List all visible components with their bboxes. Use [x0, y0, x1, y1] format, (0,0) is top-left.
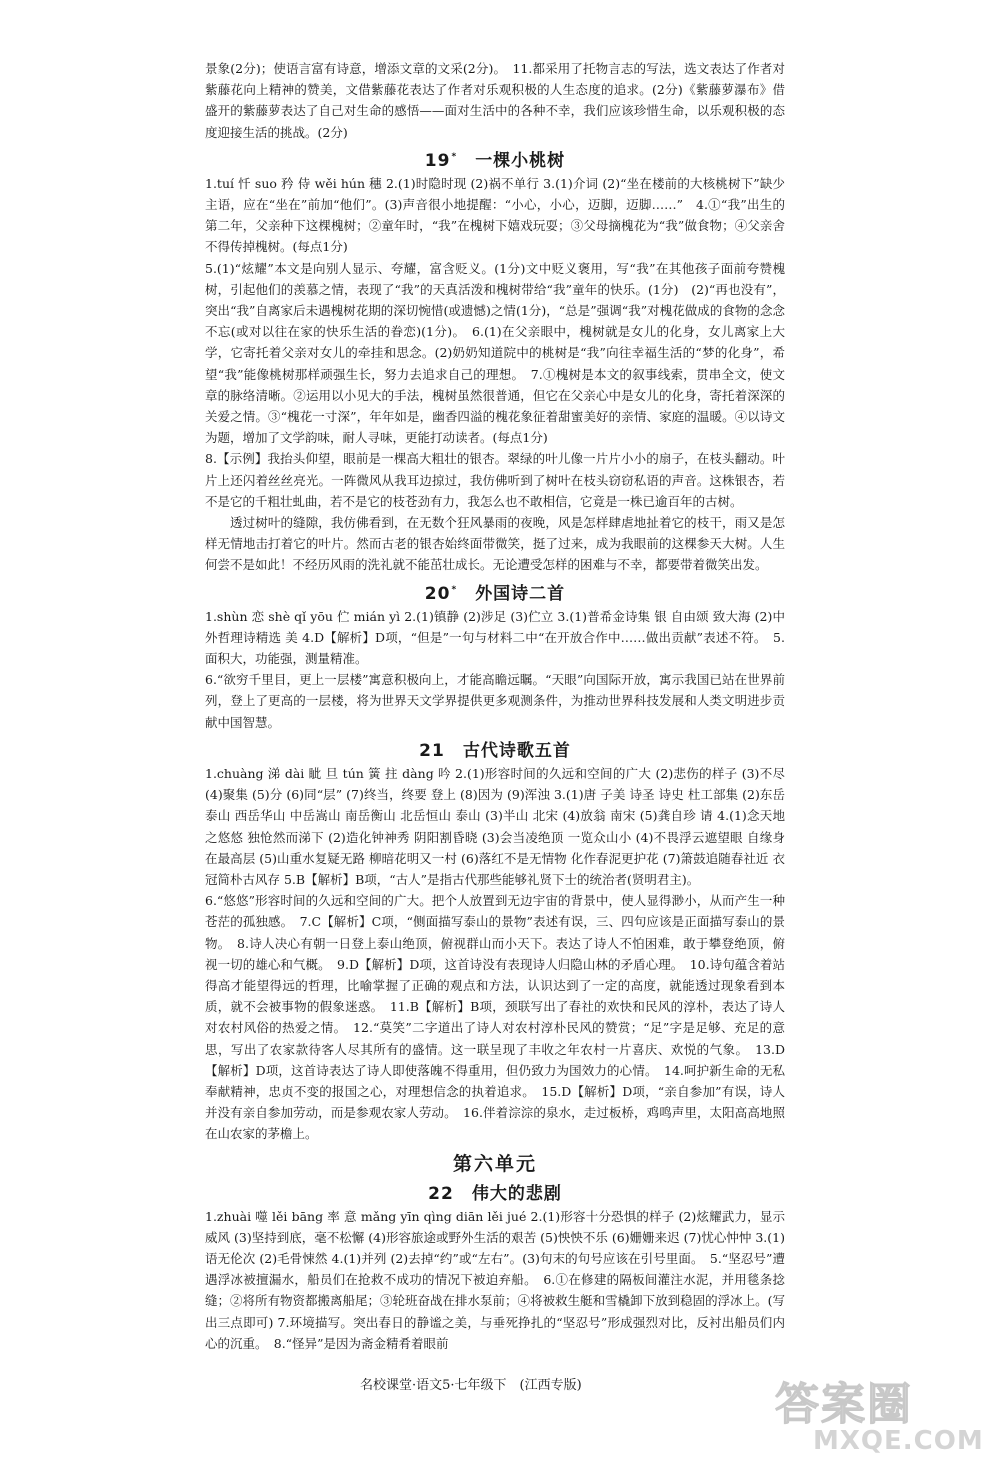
section-number: 22 [428, 1183, 454, 1204]
answer-paragraph: 6.“欲穷千里目，更上一层楼”寓意积极向上，才能高瞻远瞩。“天眼”向国际开放，寓示我国已站在世界前列，登上了更高的一层楼，将为世界天文学界提供更多观测条件，为推动世界科技发展和人类文明进步贡献中国智慧。 [205, 672, 785, 730]
section-title-20 [205, 579, 785, 604]
unit-title: 第六单元 [452, 1152, 537, 1175]
answer-paragraph: 6.“悠悠”形容时间的久远和空间的广大。把个人放置到无边宇宙的背景中，使人显得渺小，从而产生一种苍茫的孤独感。 7.C【解析】C项，“侧面描写泰山的景物”表述有误，三、四句应该是正面描写泰山的景物。 8.诗人决心有朝一日登上泰山绝顶，俯视群山而小天下。表达了诗人不怕困难，敢于攀登绝顶，俯视一切的雄心和气概。 9.D【解析】D项，这首诗没有表现诗人归隐山林的矛盾心理。 10.诗句蕴含着站得高才能望得远的哲理，比喻掌握了正确的观点和方法，认识达到了一定的高度，就能透过现象看到本质，就不会被事物的假象迷惑。 11.B【解析】B项，颈联写出了春社的欢快和民风的淳朴，表达了诗人对农村风俗的热爱之情。 12.“莫笑”二字道出了诗人对农村淳朴民风的赞赏；“足”字是足够、充足的意思，写出了农家款待客人尽其所有的盛情。这一联呈现了丰收之年农村一片喜庆、欢悦的气象。 13.D【解析】D项，这首诗表达了诗人即使落魄不得重用，但仍致力为国效力的心情。 14.呵护新生命的无私奉献精神，忠贞不变的报国之心，对理想信念的执着追求。 15.D【解析】D项，“亲自参加”有误，诗人并没有亲自参加劳动，而是参观农家人劳动。 16.伴着淙淙的泉水，走过板桥，鸡鸣声里，太阳高高地照在山农家的茅檐上。 [205, 893, 785, 1142]
section-name: 外国诗二首 [475, 583, 566, 604]
section-title-22 [205, 1179, 785, 1204]
answer-paragraph: 透过树叶的缝隙，我仿佛看到，在无数个狂风暴雨的夜晚，风是怎样肆虐地扯着它的枝干，雨又是怎样无情地击打着它的叶片。然而古老的银杏始终面带微笑，挺了过来，成为我眼前的这棵参天大树。人生何尝不是如此！不经历风雨的洗礼就不能茁壮成长。无论遭受怎样的困难与不幸，都要带着微笑出发。 [205, 515, 785, 573]
answer-paragraph: 1.tuí 忏 suo 矜 侍 wěi hún 穗 2.(1)时隐时现 (2)祸不单行 3.(1)介词 (2)“坐在楼前的大核桃树下”缺少主语，应在“坐在”前加“他们”。(3)声音很小地提醒：“小心，小心，迈脚，迈脚……” 4.①“我”出生的第二年，父亲种下这棵槐树；②童年时，“我”在槐树下嬉戏玩耍；③父母摘槐花为“我”做食物；④父亲舍不得传掉槐树。(每点1分) [205, 175, 785, 255]
section-number: 19* [424, 150, 458, 171]
intro-block [205, 58, 785, 143]
page-footer: 名校课堂·语文5·七年级下 (江西专版) [360, 1378, 582, 1393]
section-name: 一棵小桃树 [475, 150, 566, 171]
watermark-logo [775, 1368, 985, 1468]
answer-paragraph: 1.chuàng 涕 dài 眦 旦 tún 簧 拄 dàng 吟 2.(1)形容时间的久远和空间的广大 (2)悲伤的样子 (3)不尽 (4)聚集 (5)分 (6)同“层” (7)终当，终要 登上 (8)因为 (9)浑浊 3.(1)唐 子美 诗圣 诗史 杜工部集 (2)东岳泰山 西岳华山 中岳嵩山 南岳衡山 北岳恒山 泰山 (3)半山 北宋 (4)放翁 南宋 (5)龚自珍 请 4.(1)念天地之悠悠 独怆然而涕下 (2)造化钟神秀 阴阳割昏晓 (3)会当凌绝顶 一览众山小 (4)不畏浮云遮望眼 自缘身在最高层 (5)山重水复疑无路 柳暗花明又一村 (6)落红不是无情物 化作春泥更护花 (7)箫鼓追随春社近 衣冠简朴古风存 5.B【解析】B项，“古人”是指古代那些能够礼贤下士的统治者(贤明君主)。 [205, 765, 785, 887]
section-name: 古代诗歌五首 [462, 740, 571, 761]
answer-paragraph: 8.【示例】我抬头仰望，眼前是一棵高大粗壮的银杏。翠绿的叶儿像一片片小小的扇子，在枝头翻动。叶片上还闪着丝丝亮光。一阵微风从我耳边掠过，我仿佛听到了树叶在枝头窃窃私语的声音。这株银杏，若不是它的千粗壮虬曲，若不是它的枝苍劲有力，我怎么也不敢相信，它竟是一株已逾百年的古树。 [205, 451, 785, 509]
answer-paragraph: 1.zhuài 噬 lěi bāng 率 意 mǎng yīn qìng diān lěi jué 2.(1)形容十分恐惧的样子 (2)炫耀武力，显示威风 (3)坚持到底，毫不松懈 (4)形容旅途或野外生活的艰苦 (5)怏怏不乐 (6)姗姗来迟 (7)忧心忡忡 3.(1)语无伦次 (2)毛骨悚然 4.(1)并列 (2)去掉“约”或“左右”。(3)句末的句号应该在引号里面。 5.“坚忍号”遭遇浮冰被擅漏水，船员们在抢救不成功的情况下被迫弃船。 6.①在修建的隔板间灌注水泥，并用毯条捻缝；②将所有物资都搬离船尾；③轮班奋战在排水泵前；④将被救生艇和雪橇卸下放到稳固的浮冰上。(写出三点即可) 7.环境描写。突出春日的静谧之美，与垂死挣扎的“坚忍号”形成强烈对比，反衬出船员们内心的沉重。 8.“怪异”是因为斋金精肴着眼前 [205, 1208, 785, 1351]
answer-page [205, 58, 785, 1354]
section-title-19 [205, 146, 785, 171]
section-name: 伟大的悲剧 [471, 1183, 562, 1204]
section-number: 21 [419, 740, 445, 761]
watermark-text: 答案圈 [775, 1379, 913, 1430]
answer-paragraph: 5.(1)“炫耀”本文是向别人显示、夸耀，富含贬义。(1分)文中贬义褒用，写“我”在其他孩子面前夸赞槐树，引起他们的羡慕之情，表现了“我”的天真活泼和槐树带给“我”童年的快乐。(1分) (2)“再也没有”，突出“我”自离家后未遇槐树花期的深切惋惜(或遗憾)之情(1分)，“总是”强调“我”对槐花做成的食物的念念不忘(或对以往在家的快乐生活的眷恋)(1分)。 6.(1)在父亲眼中，槐树就是女儿的化身，女儿离家上大学，它寄托着父亲对女儿的牵挂和思念。(2)奶奶知道院中的桃树是“我”向往幸福生活的“梦的化身”，希望“我”能像桃树那样顽强生长，努力去追求自己的理想。 7.①槐树是本文的叙事线索，贯串全文，使文章的脉络清晰。②运用以小见大的手法，槐树虽然很普通，但它在父亲心中是女儿的化身，寄托着深深的关爱之情。③“槐花一寸深”，年年如是，幽香四溢的槐花象征着甜蜜美好的亲情、家庭的温暖。④以诗文为题，增加了文学韵味，耐人寻味，更能打动读者。(每点1分) [205, 260, 785, 446]
watermark-url: MXQE.COM [813, 1426, 984, 1456]
intro-paragraph: 景象(2分)；使语言富有诗意，增添文章的文采(2分)。 11.都采用了托物言志的写法，选文表达了作者对紫藤花向上精神的赞美，文借紫藤花表达了作者对乐观积极的人生态度的追求。(2分)《紫藤萝瀑布》借盛开的紫藤萝表达了自己对生命的感悟——面对生活中的各种不幸，我们应该珍惜生命，以乐观积极的态度迎接生活的挑战。(2分) [205, 61, 785, 140]
section-number: 20* [424, 583, 458, 604]
answer-paragraph: 1.shùn 恋 shè qǐ yōu 伫 mián yì 2.(1)镇静 (2)涉足 (3)伫立 3.(1)普希金诗集 银 自由颂 致大海 (2)中外哲理诗精选 美 4.D【解析】D项，“但是”一句与材料二中“在开放合作中……做出贡献”表述不符。 5.面积大，功能强，测量精准。 [205, 608, 785, 667]
section-title-21 [205, 736, 785, 761]
